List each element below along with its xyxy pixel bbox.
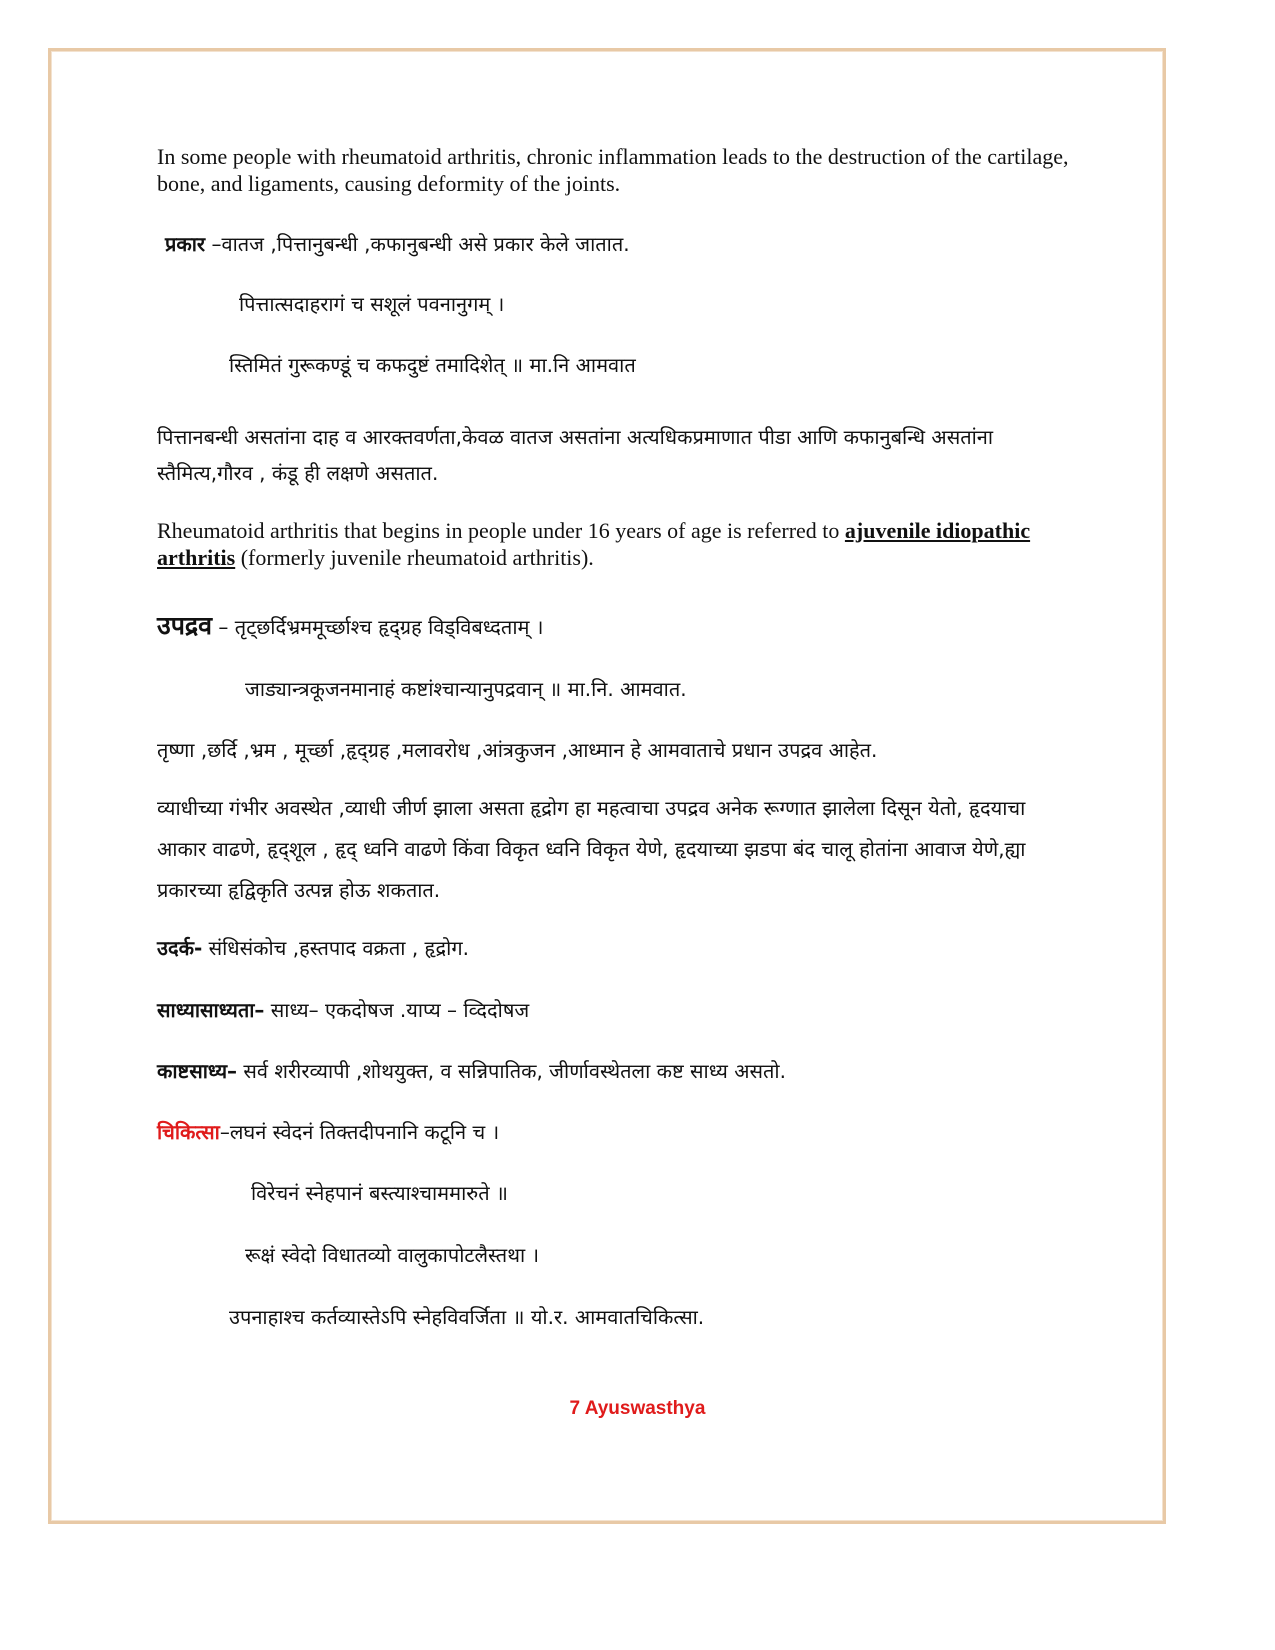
kashta-text: सर्व शरीरव्यापी ,शोथयुक्त, व सन्निपातिक, जीर्णावस्थेतला कष्ट साध्य असतो. (237, 1059, 786, 1083)
chikitsa-line1 (157, 1117, 1077, 1147)
vyadhi-paragraph: व्याधीच्या गंभीर अवस्थेत ,व्याधी जीर्ण झाला असता हृद्रोग हा महत्वाचा उपद्रव अनेक रूग्णात झालेला दिसून येतो, हृदयाचा आकार वाढणे, हृद्शूल , हृद् ध्वनि वाढणे किंवा विकृत ध्वनि विकृत येणे, हृदयाच्या झडपा बंद चालू होतांना आवाज येणे,ह्या प्रकारच्या हृद्विकृति उत्पन्न होऊ शकतात. (157, 796, 1026, 902)
juvenile-before: Rheumatoid arthritis that begins in people under 16 years of age is referred to (157, 518, 845, 543)
sadhya-label: साध्यासाध्यता– (157, 998, 265, 1022)
udarka-label: उदर्क- (157, 936, 203, 960)
page-footer: 7 Ayuswasthya (569, 1398, 706, 1419)
upadrava-line2: जाड्यान्त्रकूजनमानाहं कष्टांश्चान्यानुपद्रवान् ॥ मा.नि. आमवात. (245, 677, 687, 701)
juvenile-link[interactable]: ajuvenile idiopathic arthritis (157, 518, 1031, 570)
udarka-text: संधिसंकोच ,हस्तपाद वक्रता , हृद्रोग. (202, 936, 469, 960)
prakar-label: प्रकार (165, 232, 206, 256)
kashta-line (157, 1056, 1077, 1086)
intro-paragraph: In some people with rheumatoid arthritis, chronic inflammation leads to the destruction of the cartilage, bone, and ligaments, causing deformity of the joints. (157, 144, 1069, 196)
juvenile-paragraph (157, 517, 1077, 571)
upadrava-list: तृष्णा ,छर्दि ,भ्रम , मूर्च्छा ,हृद्ग्रह ,मलावरोध ,आंत्रकुजन ,आध्मान हे आमवाताचे प्रधान उपद्रव आहेत. (157, 738, 878, 762)
chikitsa-line2: विरेचनं स्नेहपानं बस्त्याश्चाममारुते ॥ (251, 1181, 508, 1205)
udarka-line (157, 933, 1077, 963)
shloka1-line1: पित्तात्सदाहरागं च सशूलं पवनानुगम् । (239, 292, 505, 316)
chikitsa-text: –लघनं स्वेदनं तिक्तदीपनानि कटूनि च । (219, 1120, 500, 1144)
kashta-label: काष्टसाध्य– (157, 1059, 238, 1083)
upadrava-label: उपद्रव (157, 611, 213, 640)
chikitsa-label: चिकित्सा (157, 1120, 220, 1144)
sadhya-text: साध्य– एकदोषज .याप्य – व्दिदोषज (264, 998, 530, 1022)
document-body (157, 143, 1077, 1332)
pitta-paragraph: पित्तानबन्धी असतांना दाह व आरक्तवर्णता,केवळ वातज असतांना अत्यधिकप्रमाणात पीडा आणि कफानुबन्धि असतांना स्तैमित्य,गौरव , कंडू ही लक्षणे असतात. (157, 425, 994, 485)
upadrava-line1 (157, 611, 1077, 642)
prakar-line (157, 229, 1077, 259)
chikitsa-line4: उपनाहाश्च कर्तव्यास्तेऽपि स्नेहविवर्जिता ॥ यो.र. आमवातचिकित्सा. (229, 1305, 705, 1329)
chikitsa-line3: रूक्षं स्वेदो विधातव्यो वालुकापोटलैस्तथा । (245, 1243, 540, 1267)
juvenile-after: (formerly juvenile rheumatoid arthritis). (235, 545, 594, 570)
prakar-text: –वातज ,पित्तानुबन्धी ,कफानुबन्धी असे प्रकार केले जातात. (205, 232, 630, 256)
sadhya-line (157, 995, 1077, 1025)
shloka1-line2: स्तिमितं गुरूकण्डूं च कफदुष्टं तमादिशेत् ॥ मा.नि आमवात (229, 353, 636, 377)
upadrava-text: – तृट्छर्दिभ्रममूर्च्छाश्च हृद्ग्रह विड्विबध्दताम् । (212, 615, 544, 639)
